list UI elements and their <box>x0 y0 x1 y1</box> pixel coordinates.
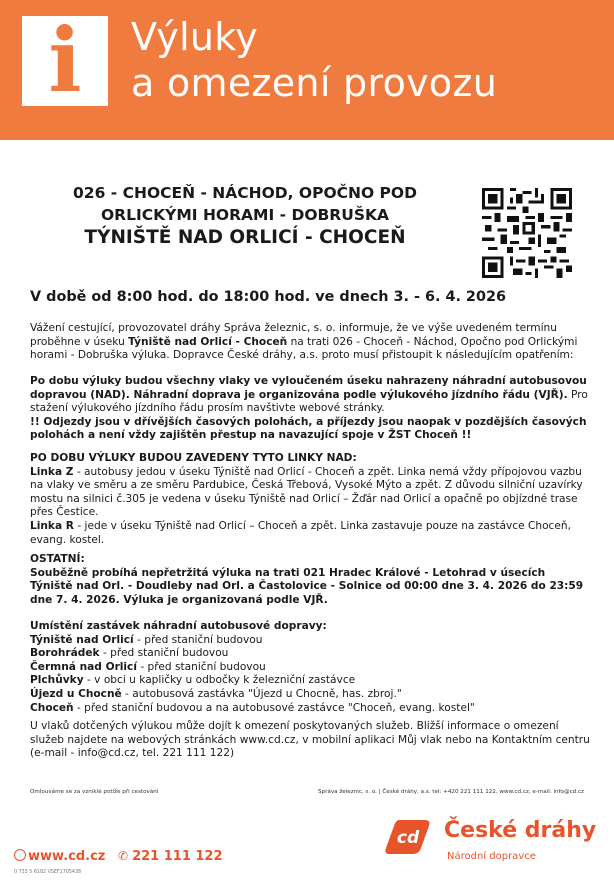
intro-paragraph <box>30 322 590 363</box>
route-line2: ORLICKÝMI HORAMI - DOBRUŠKA <box>101 206 389 224</box>
replacement-bold: Po dobu výluky budou všechny vlaky ve vyloučeném úseku nahrazeny náhradní autobusovou dopravou (NAD). Náhradní doprava je organizována podle výlukového jízdního řádu (VJŘ). <box>30 375 587 401</box>
stop-name: Týniště nad Orlicí <box>30 633 134 646</box>
banner-title <box>131 14 497 106</box>
route-line1: 026 - CHOCEŇ - NÁCHOD, OPOČNO POD <box>73 184 417 202</box>
stop-item <box>30 688 590 702</box>
route-heading <box>40 182 450 250</box>
line-z <box>30 466 590 520</box>
stop-item <box>30 634 590 648</box>
stop-name: Újezd u Chocně <box>30 687 122 700</box>
stop-item <box>30 661 590 675</box>
globe-icon <box>14 849 26 861</box>
print-code: 0 733 5 6182 VSEF1705438 <box>14 870 82 875</box>
replacement-text: Pro stažení výlukového jízdního řádu prosím navštivte webové stránky. <box>30 388 588 415</box>
other-text: Souběžně probíhá nepřetržitá výluka na trati 021 Hradec Králové - Letohrad v úsecích Týniště nad Orl. - Doudleby nad Orl. a Častolovice - Solnice od 00:00 dne 3. 4. 2026 do 23:59 dne 7. 4. 2026. Výluka je organizovaná podle VJŘ. <box>30 566 584 606</box>
website-text: www.cd.cz <box>28 849 106 864</box>
stop-name: Čermná nad Orlicí <box>30 660 137 673</box>
phone[interactable] <box>118 849 223 864</box>
ceske-drahy-logo-icon <box>385 816 431 856</box>
line-r-text: - jede v úseku Týniště nad Orlicí – Choceň a zpět. Linka zastavuje pouze na zastávce Choceň, evang. kostel. <box>30 519 571 546</box>
stop-name: Choceň <box>30 701 74 714</box>
lines-heading: PO DOBU VÝLUKY BUDOU ZAVEDENY TYTO LINKY NAD: <box>30 452 357 464</box>
apology-note: Omlouváme se za vzniklé potíže při cestování <box>30 789 159 795</box>
stop-desc: - v obci u kapličky u odbočky k železniční zastávce <box>83 674 356 687</box>
line-z-text: - autobusy jedou v úseku Týniště nad Orlicí - Choceň a zpět. Linka nemá vždy přípojovou vazbu na vlaky ve směru a ze směru Pardubice, Česká Třebová, Vysoké Mýto a zpět. Z důvodu silniční uzavírky mostu na silnici č.305 je vedena v úseku Týniště nad Orlicí – Žďár nad Orlicí a opačně po objízdné trase přes Čestice. <box>30 465 583 519</box>
line-r-label: Linka R <box>30 519 74 532</box>
stop-desc: - autobusová zastávka "Újezd u Chocně, has. zbroj." <box>121 687 402 700</box>
stops-heading: Umístění zastávek náhradní autobusové dopravy: <box>30 620 327 632</box>
operators-note: Správa železnic, s. o. | České dráhy, a.s. tel: +420 221 111 122, www.cd.cz, e-mail: info@cd.cz <box>318 789 584 795</box>
period-heading: V době od 8:00 hod. do 18:00 hod. ve dnech 3. - 6. 4. 2026 <box>30 289 506 305</box>
stop-item <box>30 647 590 661</box>
svg-text:cd: cd <box>396 828 420 848</box>
phone-text: 221 111 122 <box>132 849 223 864</box>
intro-section-bold: Týniště nad Orlicí - Choceň <box>128 335 288 348</box>
intro-text-1: Vážení cestující, provozovatel dráhy Správa železnic, s. o. informuje, že ve výše uvedeném termínu proběhne v úseku <box>30 322 557 348</box>
replacement-paragraph <box>30 375 590 443</box>
banner-title-line2: a omezení provozu <box>131 61 498 105</box>
brand-name: České dráhy <box>444 818 597 843</box>
phone-icon: ✆ <box>118 849 129 863</box>
route-line3: TÝNIŠTĚ NAD ORLICÍ - CHOCEŇ <box>84 227 406 248</box>
line-r <box>30 520 590 547</box>
stop-name: Plchůvky <box>30 674 84 687</box>
header-banner <box>0 0 614 140</box>
info-i-icon: i <box>48 8 82 112</box>
intro-text-2: na trati 026 - Choceň - Náchod, Opočno pod Orlickými horami - Dobruška výluka. Dopravce České dráhy, a.s. proto musí přistoupit k následujícím opatřením: <box>30 335 578 362</box>
replacement-warning: !! Odjezdy jsou v dřívějších časových polohách, a příjezdy jsou naopak v pozdějších časových polohách a není vždy zajištěn přestup na navazující spoje v ŽST Choceň !! <box>30 415 587 442</box>
stop-name: Borohrádek <box>30 647 100 660</box>
line-z-label: Linka Z <box>30 465 74 478</box>
stop-item <box>30 702 590 716</box>
stop-desc: - před staniční budovou <box>136 660 266 673</box>
lines-section <box>30 452 590 547</box>
stop-item <box>30 674 590 688</box>
banner-title-line1: Výluky <box>131 15 259 59</box>
stop-desc: - před staniční budovou <box>133 633 263 646</box>
stop-desc: - před staniční budovou <box>99 647 229 660</box>
closing-paragraph: U vlaků dotčených výlukou může dojít k omezení poskytovaných služeb. Bližší informace o omezení služeb najdete na webových stránkách www.cd.cz, v mobilní aplikaci Můj vlak nebo na Kontaktním centru (e-mail - info@cd.cz, tel. 221 111 122) <box>30 720 590 760</box>
other-section <box>30 553 590 607</box>
brand-subtitle: Národní dopravce <box>447 851 536 862</box>
stop-desc: - před staniční budovou a na autobusové zastávce "Choceň, evang. kostel" <box>73 701 475 714</box>
other-heading: OSTATNÍ: <box>30 553 85 565</box>
stops-section <box>30 620 590 715</box>
info-icon-box <box>22 8 108 112</box>
website[interactable] <box>14 849 105 864</box>
qr-code-icon <box>481 188 573 278</box>
